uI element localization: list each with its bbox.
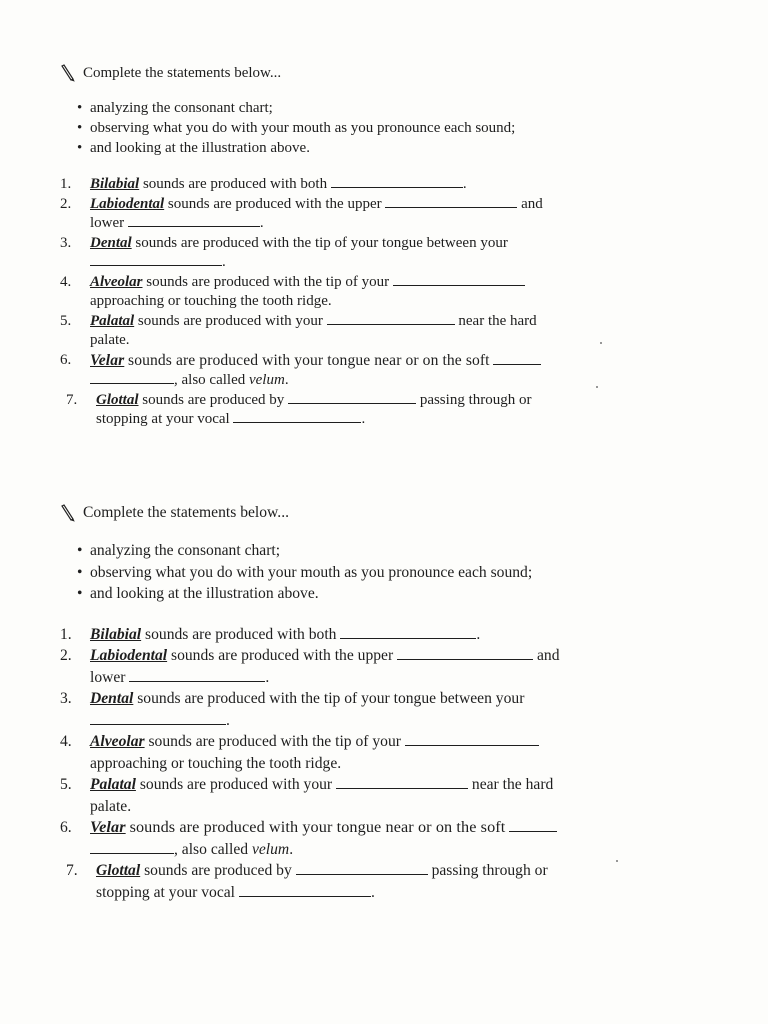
answer-blank[interactable]: [296, 861, 428, 875]
term-velar: Velar: [90, 351, 125, 369]
answer-blank[interactable]: [327, 312, 455, 325]
statement-dental: 3. Dental sounds are produced with the tip of your tongue between your .: [60, 234, 508, 270]
statement-alveolar: 4. Alveolar sounds are produced with the tip of your approaching or touching the tooth ridge.: [60, 273, 620, 312]
section-header: [60, 62, 620, 84]
statement-velar: 6. Velar sounds are produced with your tongue near or on the soft , also called velum.: [60, 351, 620, 391]
scan-speck: [616, 860, 618, 862]
statement-palatal: 5. Palatal sounds are produced with your near the hard palate.: [60, 312, 537, 348]
term-labiodental: Labiodental: [90, 647, 168, 664]
answer-blank[interactable]: [90, 840, 174, 854]
instruction-text: Complete the statements below...: [83, 64, 282, 81]
scan-speck: [596, 386, 598, 388]
statement-labiodental: 2. Labiodental sounds are produced with the upper and lower .: [60, 647, 560, 686]
term-glottal: Glottal: [96, 862, 141, 879]
list-item: • analyzing the consonant chart;: [77, 100, 273, 116]
statement-alveolar: 4. Alveolar sounds are produced with the tip of your approaching or touching the tooth ridge.: [60, 731, 640, 774]
term-alveolar: Alveolar: [90, 733, 145, 750]
answer-blank[interactable]: [493, 352, 541, 365]
answer-blank[interactable]: [336, 775, 468, 789]
term-palatal: Palatal: [90, 776, 136, 793]
statement-velar: 6. Velar sounds are produced with your tongue near or on the soft , also called velum.: [60, 817, 640, 860]
term-dental: Dental: [90, 234, 132, 251]
statement-list: [60, 624, 640, 904]
statement-palatal: 5. Palatal sounds are produced with your near the hard palate.: [60, 776, 554, 815]
answer-blank[interactable]: [340, 625, 476, 639]
answer-blank[interactable]: [393, 273, 525, 286]
pencil-icon: [60, 504, 76, 522]
bullet-list: [77, 540, 640, 605]
list-item: • observing what you do with your mouth as you pronounce each sound;: [77, 120, 516, 136]
list-item: • and looking at the illustration above.: [77, 585, 319, 602]
answer-blank[interactable]: [233, 410, 361, 423]
scan-speck: [600, 342, 602, 344]
bullet-list: [77, 98, 620, 158]
answer-blank[interactable]: [331, 175, 463, 188]
term-bilabial: Bilabial: [90, 625, 142, 643]
answer-blank[interactable]: [405, 732, 539, 746]
statement-list: [60, 175, 620, 430]
worksheet-section-bottom: [60, 502, 640, 903]
list-item: • and looking at the illustration above.: [77, 140, 310, 156]
answer-blank[interactable]: [385, 195, 517, 208]
worksheet-section-top: [60, 62, 620, 430]
pencil-icon: [60, 64, 76, 82]
answer-blank[interactable]: [288, 391, 416, 404]
statement-dental: 3. Dental sounds are produced with the tip of your tongue between your .: [60, 690, 525, 729]
statement-bilabial: 1. Bilabial sounds are produced with both .: [60, 176, 467, 192]
answer-blank[interactable]: [90, 711, 226, 725]
term-velar: Velar: [90, 818, 126, 836]
statement-glottal: 7. Glottal sounds are produced by passing through or stopping at your vocal .: [66, 391, 532, 427]
list-item: • analyzing the consonant chart;: [77, 542, 281, 559]
answer-blank[interactable]: [239, 883, 371, 897]
term-dental: Dental: [90, 690, 134, 707]
answer-blank[interactable]: [90, 253, 222, 266]
statement-bilabial: 1. Bilabial sounds are produced with both .: [60, 625, 481, 643]
term-bilabial: Bilabial: [90, 176, 140, 192]
term-glottal: Glottal: [96, 391, 139, 408]
answer-blank[interactable]: [90, 371, 174, 384]
term-alveolar: Alveolar: [90, 273, 143, 290]
term-labiodental: Labiodental: [90, 195, 165, 212]
answer-blank[interactable]: [397, 646, 533, 660]
statement-glottal: 7. Glottal sounds are produced by passing through or stopping at your vocal .: [66, 862, 548, 901]
section-header: [60, 502, 640, 524]
answer-blank[interactable]: [129, 668, 265, 682]
answer-blank[interactable]: [128, 214, 260, 227]
list-item: • observing what you do with your mouth as you pronounce each sound;: [77, 563, 533, 581]
instruction-text: Complete the statements below...: [83, 504, 289, 521]
answer-blank[interactable]: [509, 818, 557, 832]
term-palatal: Palatal: [90, 312, 135, 329]
statement-labiodental: 2. Labiodental sounds are produced with the upper and lower .: [60, 195, 543, 231]
